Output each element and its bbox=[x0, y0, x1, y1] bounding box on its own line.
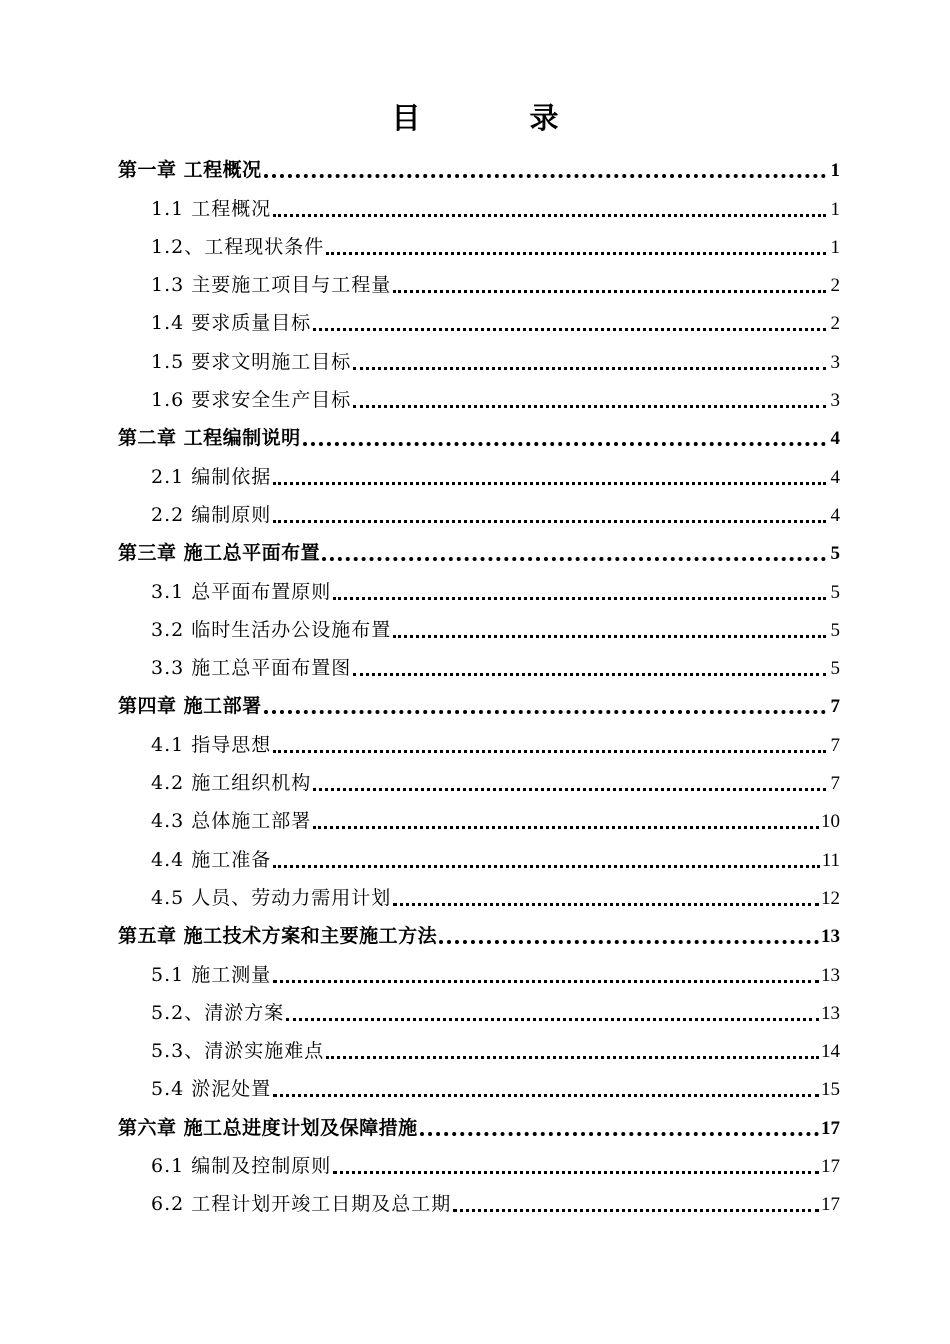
toc-entry-title: 5.2、清淤方案 bbox=[151, 1001, 285, 1024]
toc-entry-title: 3.3 施工总平面布置图 bbox=[151, 657, 352, 680]
toc-entry-title: 6.1 编制及控制原则 bbox=[151, 1155, 332, 1178]
toc-section-entry[interactable] bbox=[0, 839, 950, 877]
toc-page-number: 7 bbox=[830, 734, 840, 756]
toc-section-entry[interactable] bbox=[0, 954, 950, 992]
toc-section-entry[interactable] bbox=[0, 610, 950, 648]
dot-leader bbox=[326, 1056, 819, 1059]
toc-entry-title: 4.3 总体施工部署 bbox=[151, 810, 312, 833]
toc-entry-title: 第一章 工程概况 bbox=[118, 159, 262, 182]
toc-section-entry[interactable] bbox=[0, 648, 950, 686]
dot-leader bbox=[303, 442, 826, 446]
toc-section-entry[interactable] bbox=[0, 456, 950, 494]
toc-entry-title: 3.1 总平面布置原则 bbox=[151, 580, 332, 603]
toc-page-number: 11 bbox=[821, 849, 840, 871]
toc-page-number: 13 bbox=[821, 1002, 840, 1024]
toc-section-entry[interactable] bbox=[0, 265, 950, 303]
toc-entry-title: 第六章 施工总进度计划及保障措施 bbox=[118, 1116, 418, 1139]
toc-chapter-entry[interactable] bbox=[0, 150, 950, 188]
toc-page-number: 2 bbox=[830, 275, 840, 297]
toc-entry-title: 1.5 要求文明施工目标 bbox=[151, 350, 352, 373]
toc-section-entry[interactable] bbox=[0, 188, 950, 226]
dot-leader bbox=[273, 1094, 819, 1097]
toc-entry-title: 5.4 淤泥处置 bbox=[151, 1078, 272, 1101]
dot-leader bbox=[286, 1018, 819, 1021]
toc-section-entry[interactable] bbox=[0, 227, 950, 265]
toc-section-entry[interactable] bbox=[0, 341, 950, 379]
toc-entry-title: 3.2 临时生活办公设施布置 bbox=[151, 618, 392, 641]
toc-page-number: 5 bbox=[830, 581, 840, 603]
toc-entry-title: 5.3、清淤实施难点 bbox=[151, 1040, 325, 1063]
dot-leader bbox=[453, 1209, 819, 1212]
dot-leader bbox=[273, 750, 826, 753]
toc-page-number: 1 bbox=[830, 160, 840, 182]
toc-section-entry[interactable] bbox=[0, 878, 950, 916]
toc-page-number: 17 bbox=[821, 1156, 840, 1178]
toc-page-number: 14 bbox=[821, 1041, 840, 1063]
dot-leader bbox=[439, 940, 819, 944]
toc-page-number: 4 bbox=[830, 428, 840, 450]
toc-entry-title: 2.2 编制原则 bbox=[151, 503, 272, 526]
dot-leader bbox=[322, 557, 826, 561]
dot-leader bbox=[326, 252, 826, 255]
page-title: 目 录 bbox=[391, 101, 599, 135]
toc-page-number: 17 bbox=[821, 1117, 840, 1139]
toc-page-number: 15 bbox=[821, 1079, 840, 1101]
toc-entry-title: 第三章 施工总平面布置 bbox=[118, 542, 321, 565]
toc-page-number: 3 bbox=[830, 390, 840, 412]
dot-leader bbox=[273, 980, 819, 983]
dot-leader bbox=[313, 328, 826, 331]
toc-entry-title: 6.2 工程计划开竣工日期及总工期 bbox=[151, 1193, 452, 1216]
toc-chapter-entry[interactable] bbox=[0, 533, 950, 571]
dot-leader bbox=[333, 597, 826, 600]
toc-chapter-entry[interactable] bbox=[0, 686, 950, 724]
toc-page-number: 4 bbox=[830, 466, 840, 488]
toc-entry-title: 1.3 主要施工项目与工程量 bbox=[151, 274, 392, 297]
toc-section-entry[interactable] bbox=[0, 763, 950, 801]
toc-page-number: 5 bbox=[830, 543, 840, 565]
toc-section-entry[interactable] bbox=[0, 1069, 950, 1107]
toc-section-entry[interactable] bbox=[0, 1184, 950, 1222]
toc-section-entry[interactable] bbox=[0, 380, 950, 418]
toc-section-entry[interactable] bbox=[0, 724, 950, 762]
toc-chapter-entry[interactable] bbox=[0, 916, 950, 954]
dot-leader bbox=[393, 290, 826, 293]
toc-page-number: 5 bbox=[830, 619, 840, 641]
toc-page-number: 2 bbox=[830, 313, 840, 335]
toc-page-number: 5 bbox=[830, 658, 840, 680]
toc-page-number: 13 bbox=[821, 964, 840, 986]
toc-page-number: 1 bbox=[830, 236, 840, 258]
toc-entry-title: 4.5 人员、劳动力需用计划 bbox=[151, 886, 392, 909]
toc-page-number: 4 bbox=[830, 504, 840, 526]
dot-leader bbox=[353, 367, 826, 370]
toc-page-number: 1 bbox=[830, 198, 840, 220]
toc-page-number: 17 bbox=[821, 1194, 840, 1216]
dot-leader bbox=[273, 214, 826, 217]
toc-entry-title: 4.2 施工组织机构 bbox=[151, 772, 312, 795]
dot-leader bbox=[353, 673, 826, 676]
toc-entry-title: 4.1 指导思想 bbox=[151, 733, 272, 756]
dot-leader bbox=[420, 1132, 819, 1136]
toc-page-number: 7 bbox=[830, 696, 840, 718]
toc-entry-title: 第五章 施工技术方案和主要施工方法 bbox=[118, 925, 438, 948]
toc-entry-title: 4.4 施工准备 bbox=[151, 848, 272, 871]
toc-entry-title: 1.4 要求质量目标 bbox=[151, 312, 312, 335]
toc-section-entry[interactable] bbox=[0, 1146, 950, 1184]
toc-entry-title: 1.6 要求安全生产目标 bbox=[151, 389, 352, 412]
dot-leader bbox=[353, 405, 826, 408]
toc-chapter-entry[interactable] bbox=[0, 418, 950, 456]
table-of-contents bbox=[0, 150, 950, 1222]
dot-leader bbox=[393, 635, 826, 638]
toc-entry-title: 第二章 工程编制说明 bbox=[118, 427, 301, 450]
toc-section-entry[interactable] bbox=[0, 571, 950, 609]
toc-page-number: 3 bbox=[830, 351, 840, 373]
dot-leader bbox=[313, 826, 819, 829]
dot-leader bbox=[313, 788, 826, 791]
dot-leader bbox=[393, 903, 819, 906]
dot-leader bbox=[333, 1171, 819, 1174]
dot-leader bbox=[273, 482, 826, 485]
toc-section-entry[interactable] bbox=[0, 801, 950, 839]
dot-leader bbox=[264, 174, 826, 178]
toc-section-entry[interactable] bbox=[0, 993, 950, 1031]
toc-section-entry[interactable] bbox=[0, 303, 950, 341]
toc-section-entry[interactable] bbox=[0, 1031, 950, 1069]
toc-page-number: 10 bbox=[821, 811, 840, 833]
toc-section-entry[interactable] bbox=[0, 495, 950, 533]
toc-page-number: 7 bbox=[830, 773, 840, 795]
dot-leader bbox=[273, 520, 826, 523]
dot-leader bbox=[264, 710, 826, 714]
toc-entry-title: 2.1 编制依据 bbox=[151, 465, 272, 488]
toc-page-number: 12 bbox=[821, 887, 840, 909]
toc-chapter-entry[interactable] bbox=[0, 1107, 950, 1145]
toc-entry-title: 1.1 工程概况 bbox=[151, 197, 272, 220]
toc-page-number: 13 bbox=[821, 926, 840, 948]
toc-entry-title: 第四章 施工部署 bbox=[118, 695, 262, 718]
toc-entry-title: 1.2、工程现状条件 bbox=[151, 235, 325, 258]
dot-leader bbox=[273, 865, 819, 868]
toc-entry-title: 5.1 施工测量 bbox=[151, 963, 272, 986]
